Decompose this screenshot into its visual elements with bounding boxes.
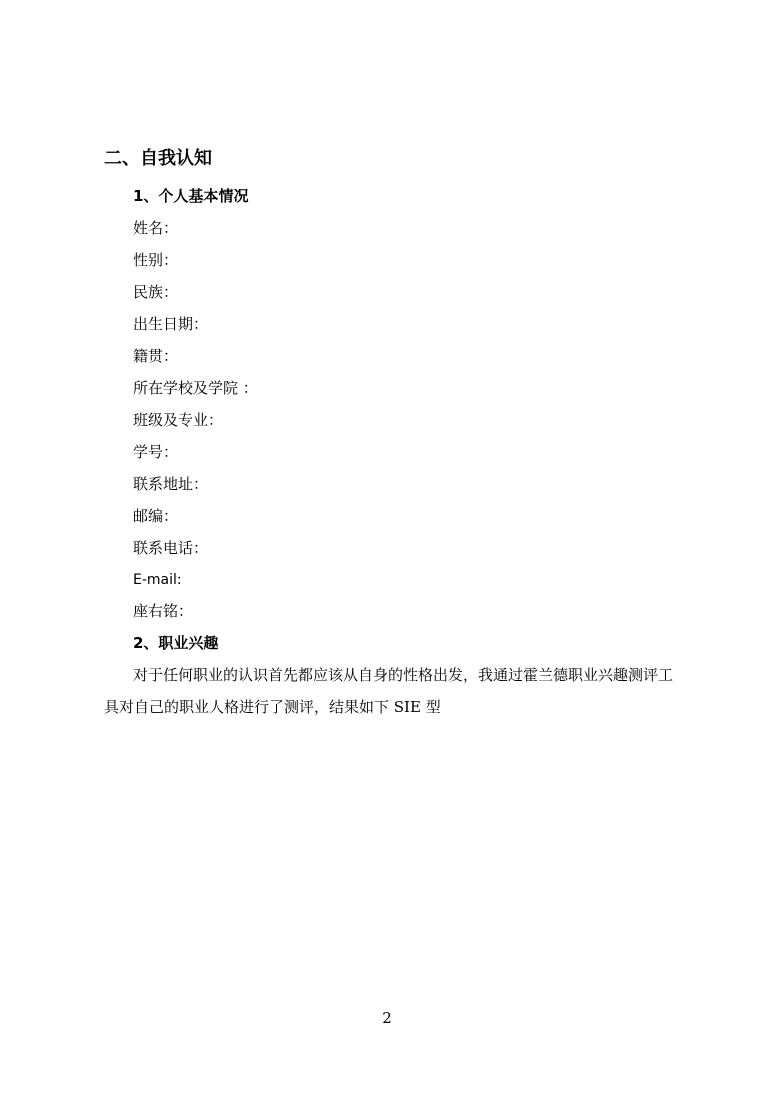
field-class-major: 班级及专业： [133,411,224,429]
field-email: E-mail: [133,572,182,588]
section-title: 二、自我认知 [104,148,212,169]
field-motto: 座右铭： [133,602,194,620]
field-phone: 联系电话： [133,539,209,557]
field-gender: 性别： [133,251,179,269]
career-interest-paragraph: 对于任何职业的认识首先都应该从自身的性格出发，我通过霍兰德职业兴趣测评工具对自己的职业人格进行了测评，结果如下 SIE 型 [104,666,674,716]
field-native-place: 籍贯： [133,347,179,365]
field-ethnicity: 民族： [133,283,179,301]
field-birth-date: 出生日期： [133,315,209,333]
field-school-college: 所在学校及学院 ： [133,379,258,397]
personal-info-heading: 1、个人基本情况 [133,187,249,205]
field-student-id: 学号： [133,443,179,461]
career-interest-heading: 2、职业兴趣 [133,634,219,652]
field-name: 姓名： [133,219,179,237]
page-number: 2 [382,1009,392,1027]
field-address: 联系地址： [133,475,209,493]
field-postcode: 邮编： [133,507,179,525]
